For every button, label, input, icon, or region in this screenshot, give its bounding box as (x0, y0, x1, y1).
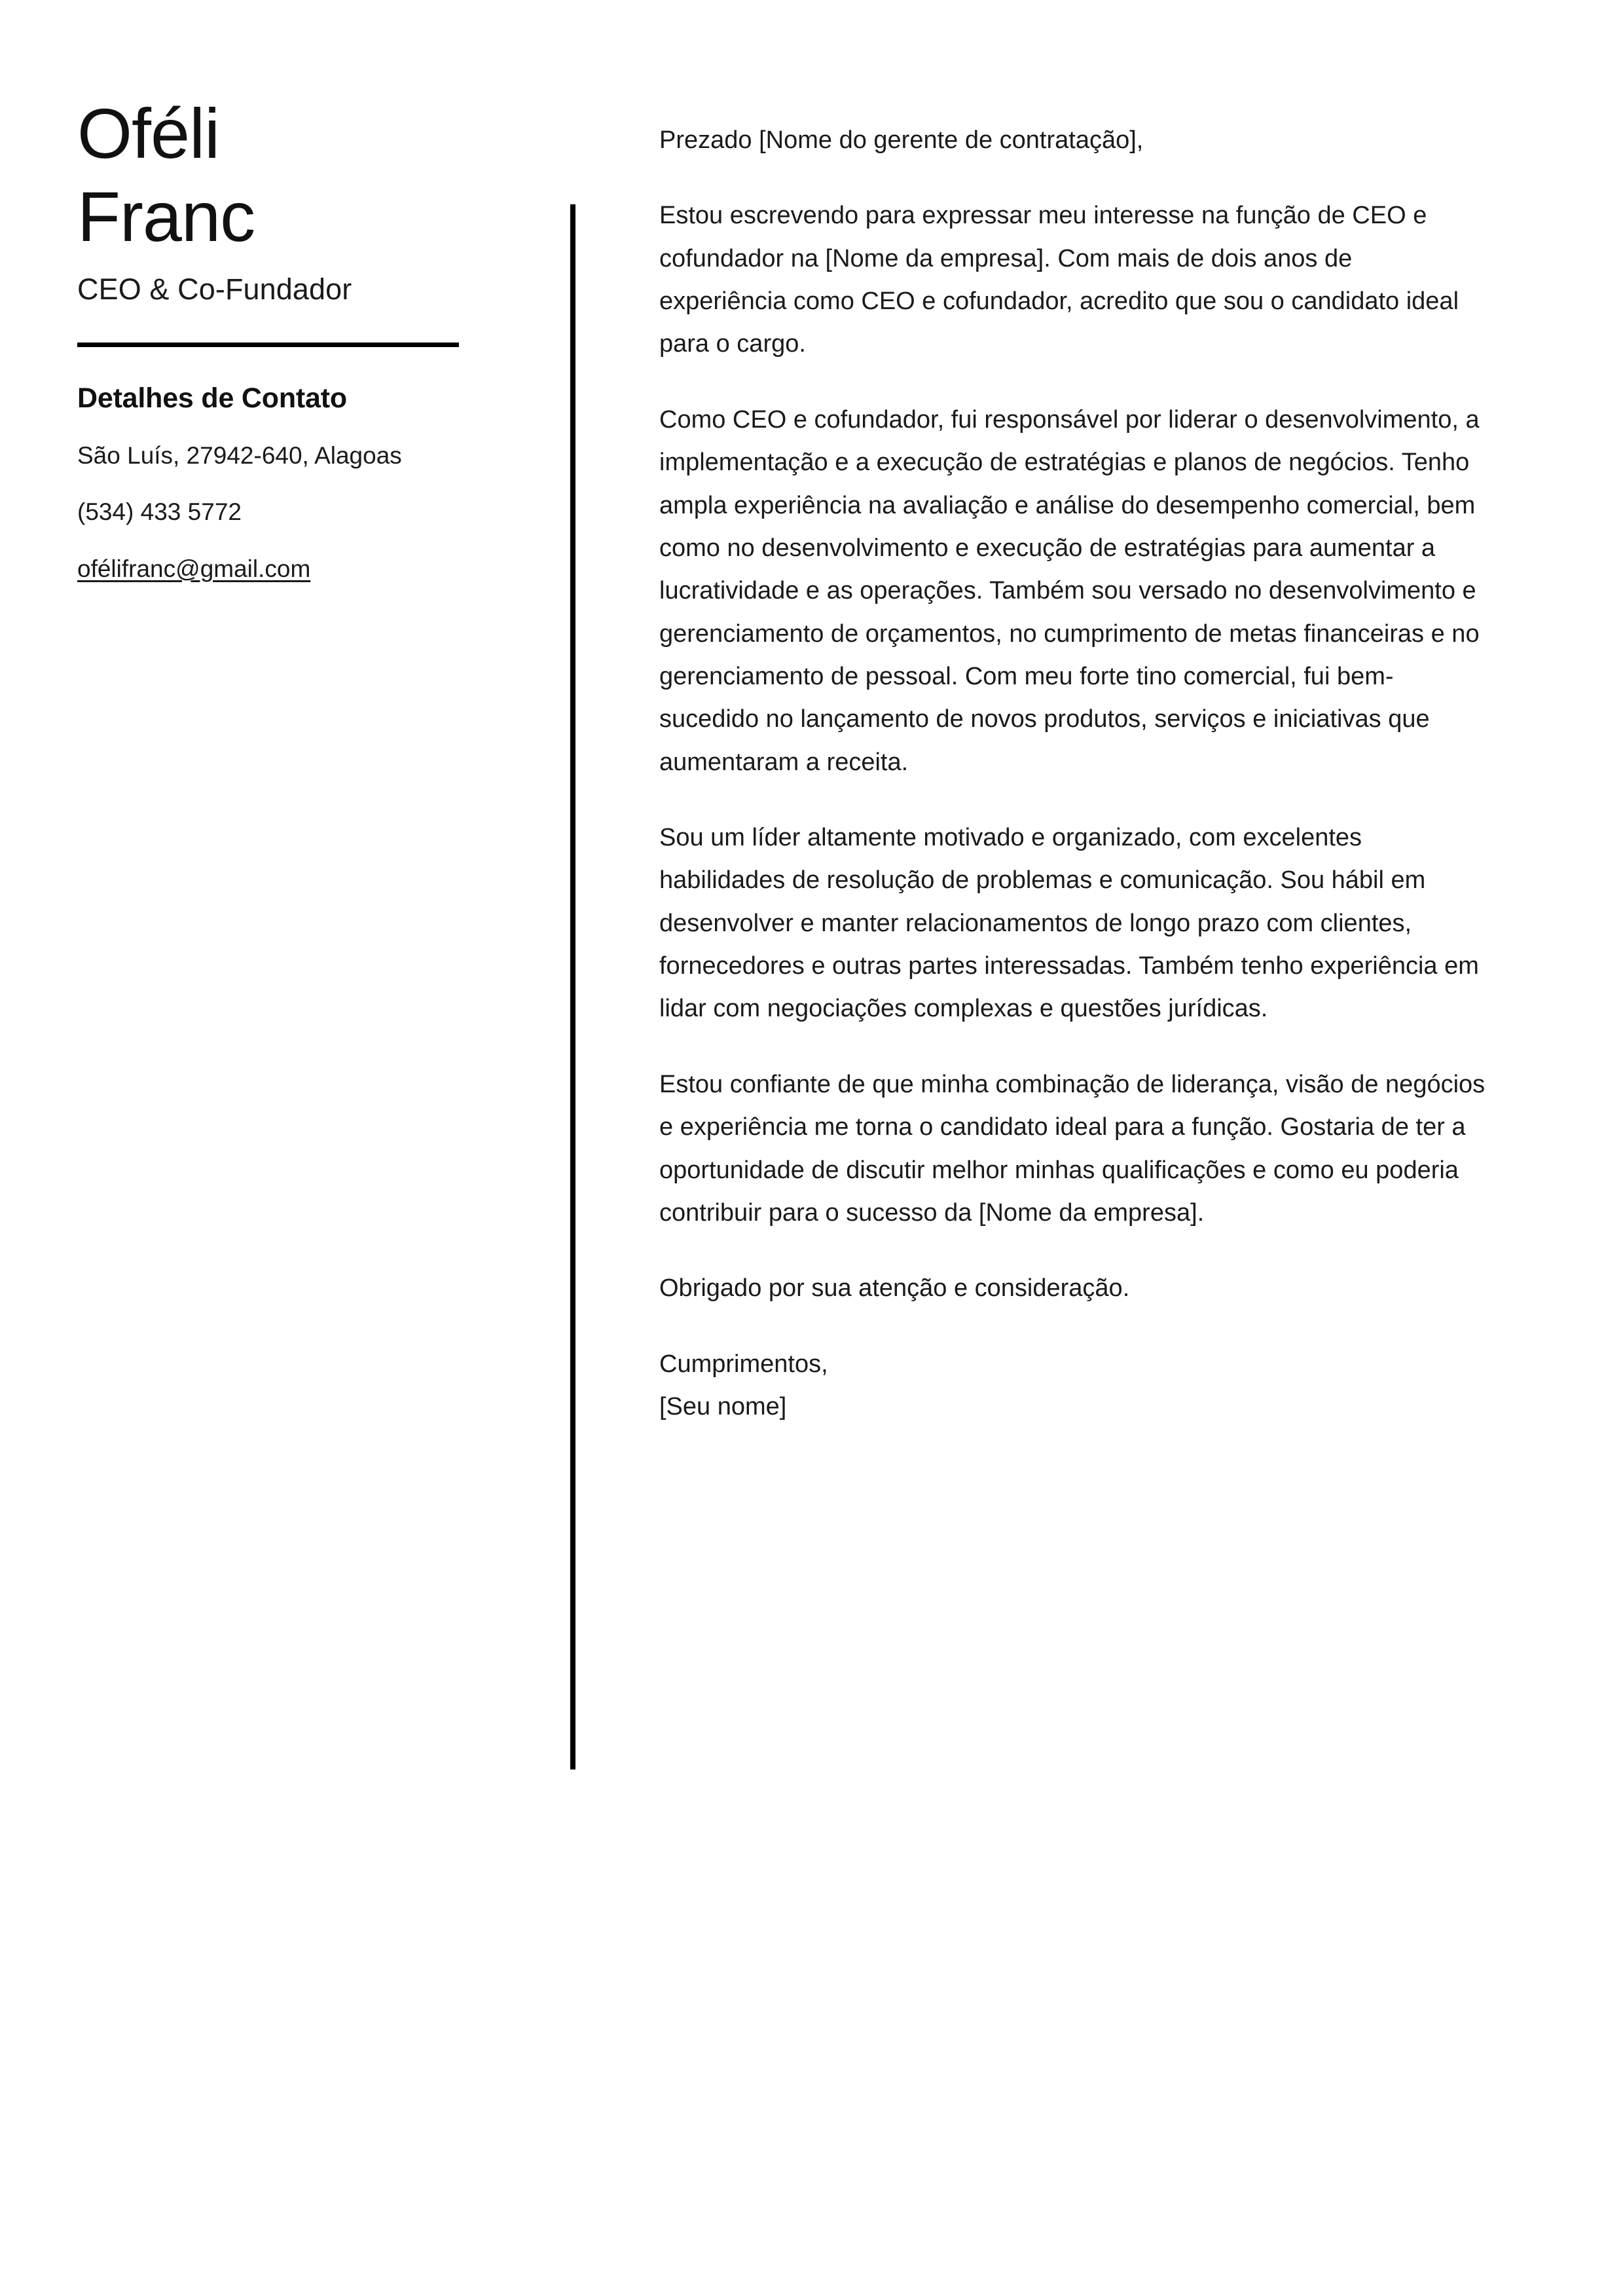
letter-salutation: Prezado [Nome do gerente de contratação], (659, 126, 1144, 154)
letter-closing: Cumprimentos, (659, 1350, 828, 1378)
letter-paragraph-4: Estou confiante de que minha combinação de liderança, visão de negócios e experiência me torna o candidato ideal para a função. Gostaria de ter a oportunidade de discutir melhor minhas qualificações e como eu poderia contribuir para o sucesso da [Nome da empresa]. (659, 1070, 1486, 1227)
contact-details-list (77, 437, 496, 587)
name-last: Franc (77, 177, 255, 257)
candidate-name (77, 92, 496, 259)
letter-body (659, 119, 1486, 1428)
letter-paragraph-2: Como CEO e cofundador, fui responsável por liderar o desenvolvimento, a implementação e a execução de estratégias e planos de negócios. Tenho ampla experiência na avaliação e análise do desempenho comercial, bem como no desenvolvimento e execução de estratégias para aumentar a lucratividade e as operações. Também sou versado no desenvolvimento e gerenciamento de orçamentos, no cumprimento de metas financeiras e no gerenciamento de pessoal. Com meu forte tino comercial, fui bem-sucedido no lançamento de novos produtos, serviços e iniciativas que aumentaram a receita. (659, 405, 1480, 776)
contact-details-heading: Detalhes de Contato (77, 382, 347, 415)
vertical-divider (570, 204, 575, 1769)
contact-email-link[interactable]: ofélifranc@gmail.com (77, 555, 311, 582)
name-first: Oféli (77, 94, 220, 173)
sidebar (77, 92, 496, 587)
letter-signoff (659, 1343, 1486, 1429)
contact-address: São Luís, 27942-640, Alagoas (77, 442, 402, 470)
letter-signature: [Seu nome] (659, 1392, 787, 1420)
letter-thanks: Obrigado por sua atenção e consideração. (659, 1274, 1130, 1303)
header-divider-rule (77, 343, 459, 347)
letter-paragraph-3: Sou um líder altamente motivado e organizado, com excelentes habilidades de resolução de problemas e comunicação. Sou hábil em desenvolver e manter relacionamentos de longo prazo com clientes, fornecedores e outras partes interessadas. Também tenho experiência em lidar com negociações complexas e questões jurídicas. (659, 824, 1479, 1023)
job-title: CEO & Co-Fundador (77, 272, 352, 306)
contact-email-row (77, 551, 405, 587)
letter-paragraph-1: Estou escrevendo para expressar meu interesse na função de CEO e cofundador na [Nome da empresa]. Com mais de dois anos de experiência como CEO e cofundador, acredito que sou o candidato ideal para o cargo. (659, 202, 1459, 358)
contact-phone: (534) 433 5772 (77, 498, 242, 526)
